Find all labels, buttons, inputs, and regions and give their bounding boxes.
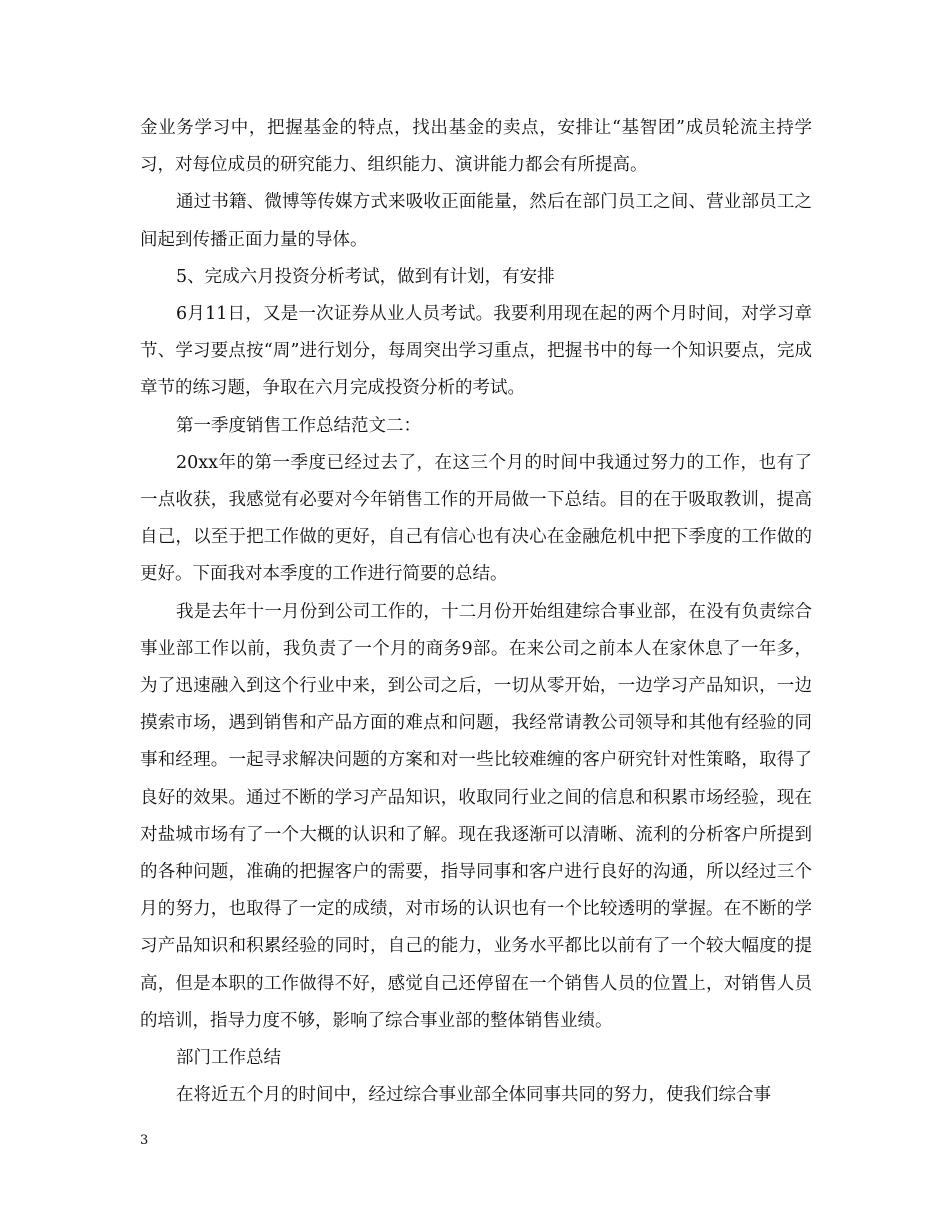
page-number: 3 bbox=[140, 1133, 149, 1148]
paragraph-positive-energy: 通过书籍、微博等传媒方式来吸收正面能量，然后在部门员工之间、营业部员工之间起到传播正面力量的导体。 bbox=[140, 192, 812, 250]
paragraph-quarter-intro: 20xx年的第一季度已经过去了，在这三个月的时间中我通过努力的工作，也有了一点收获，我感觉有必要对今年销售工作的开局做一下总结。目的在于吸取教训，提高自己，以至于把工作做的更好，自己有信心也有决心在金融危机中把下季度的工作做的更好。下面我对本季度的工作进行简要的总结。 bbox=[140, 452, 812, 585]
paragraph-work-experience: 我是去年十一月份到公司工作的，十二月份开始组建综合事业部，在没有负责综合事业部工作以前，我负责了一个月的商务9部。在来公司之前本人在家休息了一年多，为了迅速融入到这个行业中来，到公司之后，一切从零开始，一边学习产品知识，一边摸索市场，遇到销售和产品方面的难点和问题，我经常请教公司领导和其他有经验的同事和经理。一起寻求解决问题的方案和对一些比较难缠的客户研究针对性策略，取得了良好的效果。通过不断的学习产品知识，收取同行业之间的信息和积累市场经验，现在对盐城市场有了一个大概的认识和了解。现在我逐渐可以清晰、流利的分析客户所提到的各种问题，准确的把握客户的需要，指导同事和客户进行良好的沟通，所以经过三个月的努力，也取得了一定的成绩，对市场的认识也有一个比较透明的掌握。在不断的学习产品知识和积累经验的同时，自己的能力，业务水平都比以前有了一个较大幅度的提高，但是本职的工作做得不好，感觉自己还停留在一个销售人员的位置上，对销售人员的培训，指导力度不够，影响了综合事业部的整体销售业绩。 bbox=[140, 601, 812, 1031]
paragraph-exam-schedule: 6月11日，又是一次证券从业人员考试。我要利用现在起的两个月时间，对学习章节、学习要点按“周”进行划分，每周突出学习重点，把握书中的每一个知识要点，完成章节的练习题，争取在六月完成投资分析的考试。 bbox=[140, 304, 812, 399]
body-text bbox=[140, 110, 812, 1114]
section-title-sample-two: 第一季度销售工作总结范文二： bbox=[176, 415, 421, 436]
paragraph-heading-exam-plan: 5、完成六月投资分析考试，做到有计划，有安排 bbox=[176, 266, 555, 287]
paragraph-department-intro: 在将近五个月的时间中，经过综合事业部全体同事共同的努力，使我们综合事 bbox=[176, 1085, 771, 1106]
section-title-department-summary: 部门工作总结 bbox=[176, 1048, 281, 1069]
paragraph-continuation: 金业务学习中，把握基金的特点，找出基金的卖点，安排让“基智团”成员轮流主持学习，对每位成员的研究能力、组织能力、演讲能力都会有所提高。 bbox=[140, 118, 812, 176]
